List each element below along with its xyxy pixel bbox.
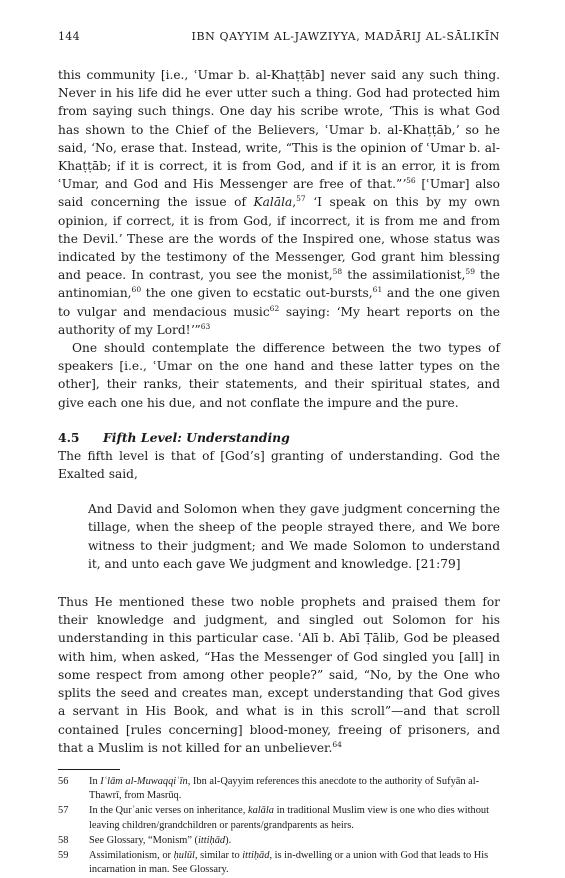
paragraph-3-text: Thus He mentioned these two noble prophets and praised them for their knowledge and judgment, and singled out Solomon for his understanding in this particular case. ʿAlī b. Abī Ṭālib, God be pleased with him, when asked, “Has the Messenger of God singled you [all] in some respect from among other people?” said, “No, by the One who splits the seed and creates man, except understanding that God gives a servant in His Book, and what is in this scroll”—and that scroll contained [rules concerning] blood-money, freeing of prisoners, and that a Muslim is not killed for an unbeliever. [58, 595, 500, 755]
footnote-italic-term: ittiḥād [197, 834, 226, 846]
footnote-57 [58, 804, 500, 832]
footnote-text-part: ). [225, 834, 232, 846]
footnote-number: 58 [58, 834, 69, 846]
footnote-italic-term: ḥulūl [173, 849, 195, 861]
footnote-italic-term: kalāla [247, 805, 274, 817]
footnote-ref-60[interactable]: 60 [131, 285, 142, 295]
footnote-ref-57[interactable]: 57 [296, 194, 306, 204]
footnote-58 [58, 834, 500, 848]
main-text [58, 66, 500, 412]
footnote-text-part: , similar to [194, 849, 243, 861]
footnote-text-part: See Glossary, “Monism” ( [89, 834, 198, 846]
section-heading [58, 429, 500, 447]
footnote-number: 57 [58, 805, 69, 817]
paragraph-1: this community [i.e., ʿUmar b. al-Khaṭṭāb] never said any such thing. Never in his life did he ever utter such a thing. God had protected him from saying such things. One day his scribe wrote, ʻThis is what God has shown to the Chief of the Believers, ʿUmar b. al-Khaṭṭāb,ʼ so he said, ʻNo, erase that. Instead, write, “This is the opinion of ʿUmar b. al-Khaṭṭāb; if it is correct, it is from God, and if it is an error, it is from ʿUmar, and God and His Messenger are free of that.”ʼ$^{56}$ [ʿUmar] also said concerning the issue of Kalāla,$^{57}$ ʻI speak on this by my own opinion, if correct, it is from God, if incorrect, it is from me and from the Devil.ʼ These are the words of the Inspired one, whose status was indicated by the testimony of the Messenger, God grant him blessing and peace. In contrast, you see the monist,$^{58}$ the assimilationist,$^{59}$ the antinomian,$^{60}$ the one given to ecstatic out-bursts,$^{61}$ and the one given to vulgar and mendacious music$^{62}$ saying: ʻMy heart reports on the authority of my Lord!ʼ”$^{63}$ [58, 68, 500, 337]
paragraph-1-text-d: the assimilationist, [342, 268, 466, 283]
paragraph-2: One should contemplate the difference between the two types of speakers [i.e., ʿUmar on the one hand and these latter types on the other], their ranks, their statements, and their spiritual states, and give each one his due, and not conflate the impure and the pure. [58, 341, 500, 410]
footnote-text [89, 804, 500, 832]
footnote-text-part: In [89, 775, 101, 787]
paragraph-1-text-c: ʻI speak on this by my own opinion, if correct, it is from God, if incorrect, it is from me and from the Devil.ʼ These are the words of the Inspired one, whose status was indicated by the testimony of the Messenger, God grant him blessing and peace. In contrast, you see the monist, [58, 195, 500, 283]
footnote-number: 59 [58, 849, 69, 861]
section-title: Fifth Level: Understanding [103, 429, 290, 445]
running-head [58, 30, 500, 46]
footnote-italic-term: Iʿlām al-Muwaqqiʿīn [100, 775, 188, 787]
section-number: 4.5 [58, 429, 80, 445]
footnote-text [89, 775, 500, 803]
paragraph-3 [58, 593, 500, 757]
book-page [58, 30, 500, 878]
footnote-ref-58[interactable]: 58 [332, 267, 343, 277]
footnote-text-part: , is in-dwelling or a union with God that leads to His incarnation in man. See Glossary. [89, 849, 489, 876]
footnotes [58, 775, 500, 877]
paragraph-1-text-a: this community [i.e., ʿUmar b. al-Khaṭṭāb] never said any such thing. Never in his life did he ever utter such a thing. God had protected him from saying such things. One day his scribe wrote, ʻThis is what God has shown to the Chief of the Believers, ʿUmar b. al-Khaṭṭāb,ʼ so he said, ʻNo, erase that. Instead, write, “This is the opinion of ʿUmar b. al-Khaṭṭāb; if it is correct, it is from God, and if it is an error, it is from ʿUmar, and God and His Messenger are free of that.”ʼ [58, 68, 500, 192]
footnote-ref-63[interactable]: 63 [200, 321, 211, 331]
paragraph-1-text-g: and the one given to vulgar and mendacious music [58, 286, 500, 319]
footnote-text-part: , Ibn al-Qayyim references this anecdote to the authority of Sufyān al-Thawrī, from Masrūq. [89, 775, 480, 802]
footnote-ref-62[interactable]: 62 [269, 303, 280, 313]
paragraph-1-text-e: the antinomian, [58, 268, 500, 301]
footnote-56 [58, 775, 500, 803]
footnote-ref-56[interactable]: 56 [406, 176, 416, 186]
paragraph-1-text-f: the one given to ecstatic out-bursts, [141, 286, 373, 301]
footnote-59 [58, 849, 500, 877]
paragraph-1-text-b: [ʿUmar] also said concerning the issue of [58, 177, 500, 210]
footnote-text-part: In the Qurʾanic verses on inheritance, [89, 805, 248, 817]
footnote-number: 56 [58, 775, 69, 787]
footnote-ref-59[interactable]: 59 [465, 267, 475, 277]
quran-quote: And David and Solomon when they gave judgment concerning the tillage, when the sheep of the people strayed there, and We bore witness to their judgment; and We made Solomon to understand it, and unto each gave We judgment and knowledge. [21:79] [88, 502, 500, 571]
footnote-text [89, 849, 500, 877]
paragraph-1-text-h: saying: ʻMy heart reports on the authority of my Lord!ʼ” [58, 304, 500, 337]
footnote-divider [58, 769, 120, 770]
running-title: IBN QAYYIM AL-JAWZIYYA, MADĀRIJ AL-SĀLIKĪN [191, 30, 500, 43]
footnote-text-part: Assimilationism, or [89, 849, 174, 861]
page-number: 144 [58, 30, 80, 43]
footnote-italic-term: ittiḥād [242, 849, 270, 861]
term-kalala: Kalāla [253, 195, 293, 210]
footnote-ref-64[interactable]: 64 [332, 739, 342, 749]
section-intro: The fifth level is that of [God’s] granting of understanding. God the Exalted said, [58, 448, 500, 482]
footnote-ref-61[interactable]: 61 [372, 285, 383, 295]
footnote-text [89, 834, 500, 848]
footnote-text-part: in traditional Muslim view is one who dies without leaving children/grandchildren or parents/grandparents as heirs. [89, 805, 489, 831]
